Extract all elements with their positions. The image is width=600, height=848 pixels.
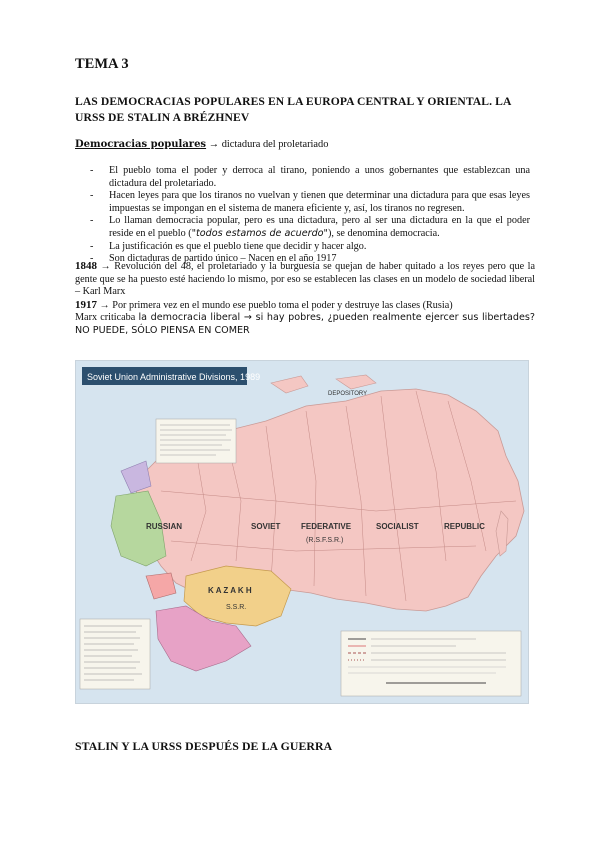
list-item: - Son dictaduras de partido único – Nacen en el año 1917: [90, 253, 530, 266]
list-item: - El pueblo toma el poder y derroca al tirano, poniendo a unos gobernantes que establezcan una dictadura del proletariado.: [90, 165, 530, 190]
map-title: Soviet Union Administrative Divisions, 1989: [87, 372, 261, 382]
arrow: →: [99, 299, 110, 311]
handwritten-note: la democracia liberal → si hay pobres, ¿pueden realmente ejercer sus libertades? NO PUEDE, SÓLO PIENSA EN COMER: [75, 312, 535, 336]
list-item-text: Lo llaman democracia popular, pero es una dictadura, pero al ser una dictadura en la que el poder reside en el pueblo (: [109, 215, 530, 239]
year-1917: 1917: [75, 298, 97, 311]
paragraph-1917: [75, 299, 535, 313]
tema-heading: TEMA 3: [75, 56, 129, 72]
map-legend: [341, 631, 521, 696]
list-item: [90, 215, 530, 240]
definition-arrow: →: [208, 139, 220, 150]
section-heading: STALIN Y LA URSS DESPUÉS DE LA GUERRA: [75, 739, 333, 753]
list-item: - Hacen leyes para que los tiranos no vuelvan y tienen que determinar una dictadura para que esas leyes impuestas se impongan en el sistema de manera eficiente y, así, los tiranos no regresen.: [90, 190, 530, 215]
map-note-box: [156, 419, 236, 463]
soviet-union-map: [75, 360, 529, 704]
label-ssr: S.S.R.: [226, 604, 247, 611]
bullet-list: [90, 165, 530, 266]
body-paragraphs: [75, 260, 535, 338]
document-title: LAS DEMOCRACIAS POPULARES EN LA EUROPA CENTRAL Y ORIENTAL. LA URSS DE STALIN A BRÉZHNEV: [75, 95, 511, 124]
paragraph-1848: [75, 260, 535, 299]
handwritten-quote: "todos estamos de acuerdo": [191, 227, 328, 239]
label-russian: RUSSIAN: [146, 522, 183, 531]
label-federative: FEDERATIVE: [301, 522, 352, 531]
label-depository: DEPOSITORY: [328, 391, 368, 397]
label-kazakh: K A Z A K H: [208, 586, 252, 595]
list-item-text: ), se denomina democracia.: [327, 227, 440, 239]
label-socialist: SOCIALIST: [376, 522, 419, 531]
map-image: [76, 361, 528, 703]
year-1848: 1848: [75, 260, 97, 272]
definition-line: [75, 139, 328, 150]
paragraph-text: Revolución del 48, el proletariado y la burguesía se quejan de haber quitado a los reyes pero que la gente que se ha puesto esté haciendo lo mismo, por eso se establecen las clases en un modelo de sociedad liberal – Karl Marx: [75, 261, 536, 298]
paragraph-text: Por primera vez en el mundo ese pueblo toma el poder y destruye las clases (Rusia): [112, 299, 453, 311]
definition-term: Democracias populares: [75, 139, 207, 150]
map-side-list: [80, 619, 150, 689]
paragraph-marx: [75, 312, 535, 337]
arrow: →: [100, 261, 111, 272]
label-soviet: SOVIET: [251, 522, 281, 531]
label-republic: REPUBLIC: [444, 522, 485, 531]
label-rsfsr: (R.S.F.S.R.): [306, 537, 344, 544]
paragraph-text: Marx criticaba: [75, 312, 139, 324]
definition-meaning: dictadura del proletariado: [221, 139, 329, 150]
list-item: - La justificación es que el pueblo tiene que decidir y hacer algo.: [90, 241, 530, 254]
